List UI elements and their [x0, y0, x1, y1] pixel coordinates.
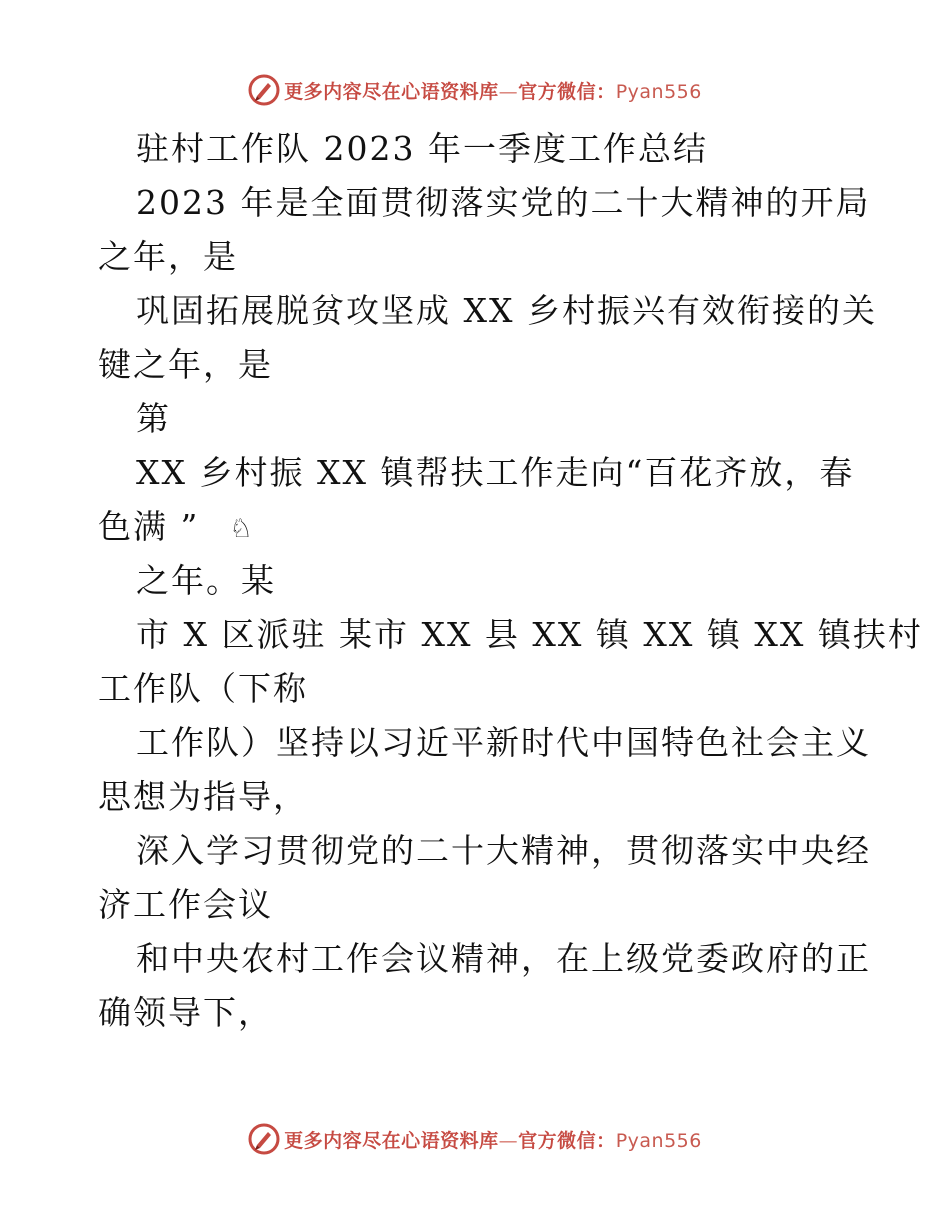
paragraph-line: XX 乡村振 XX 镇帮扶工作走向“百花齐放，春 [136, 453, 855, 492]
paragraph-line: 确领导下， [98, 993, 273, 1032]
pen-logo-icon [248, 74, 280, 106]
paragraph-line: 键之年，是 [98, 345, 273, 384]
paragraph-line: 济工作会议 [98, 885, 273, 924]
document-title: 驻村工作队 2023 年一季度工作总结 [136, 129, 708, 168]
paragraph-line: 之年。某 [136, 561, 276, 600]
watermark-banner-top [0, 72, 950, 108]
watermark-text: 更多内容尽在心语资料库—官方微信：Pyan556 [284, 1129, 702, 1152]
paragraph-line: 深入学习贯彻党的二十大精神，贯彻落实中央经 [136, 831, 871, 870]
knight-icon: ♘ [229, 514, 255, 544]
paragraph-line: 思想为指导， [98, 777, 308, 816]
watermark-banner-bottom [0, 1121, 950, 1157]
document-body [98, 122, 923, 1040]
paragraph-line: 工作队）坚持以习近平新时代中国特色社会主义 [136, 723, 871, 762]
paragraph-line: 巩固拓展脱贫攻坚成 XX 乡村振兴有效衔接的关 [136, 291, 877, 330]
pen-logo-icon [248, 1123, 280, 1155]
paragraph-line: 第 [136, 399, 171, 438]
paragraph-line: 2023 年是全面贯彻落实党的二十大精神的开局 [136, 183, 871, 222]
paragraph-line-with-glyph [98, 500, 858, 554]
paragraph-line: 和中央农村工作会议精神，在上级党委政府的正 [136, 939, 871, 978]
paragraph-line: 市 X 区派驻 某市 XX 县 XX 镇 XX 镇 XX 镇扶村 [136, 615, 923, 654]
paragraph-line: 之年，是 [98, 237, 238, 276]
watermark-text: 更多内容尽在心语资料库—官方微信：Pyan556 [284, 80, 702, 103]
paragraph-line-text: 色满 ” [98, 507, 200, 546]
paragraph-line: 工作队（下称 [98, 669, 308, 708]
